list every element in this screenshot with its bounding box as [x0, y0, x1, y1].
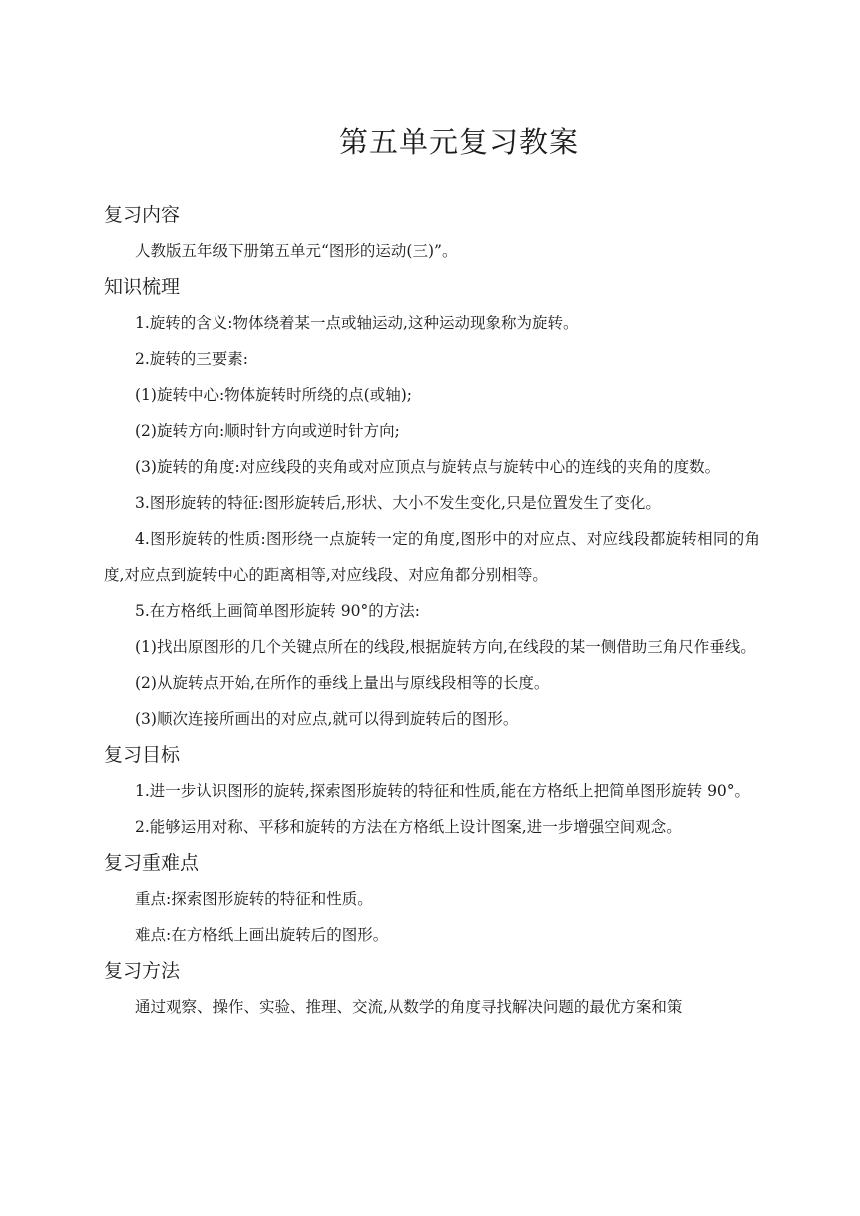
paragraph: 人教版五年级下册第五单元“图形的运动(三)”。 [135, 242, 458, 260]
paragraph: 1.进一步认识图形的旋转,探索图形旋转的特征和性质,能在方格纸上把简单图形旋转 90°。 [135, 782, 751, 800]
paragraph: (3)顺次连接所画出的对应点,就可以得到旋转后的图形。 [135, 710, 519, 728]
paragraph: (1)找出原图形的几个关键点所在的线段,根据旋转方向,在线段的某一侧借助三角尺作垂线。 [135, 638, 756, 656]
paragraph: (1)旋转中心:物体旋转时所绕的点(或轴); [135, 386, 412, 404]
paragraph: (2)旋转方向:顺时针方向或逆时针方向; [135, 422, 400, 440]
document-title: 第五单元复习教案 [338, 125, 579, 159]
paragraph: 通过观察、操作、实验、推理、交流,从数学的角度寻找解决问题的最优方案和策 [135, 998, 683, 1016]
paragraph: 5.在方格纸上画简单图形旋转 90°的方法: [135, 602, 420, 620]
paragraph: (2)从旋转点开始,在所作的垂线上量出与原线段相等的长度。 [135, 674, 550, 692]
paragraph: 2.能够运用对称、平移和旋转的方法在方格纸上设计图案,进一步增强空间观念。 [135, 818, 682, 836]
paragraph: 3.图形旋转的特征:图形旋转后,形状、大小不发生变化,只是位置发生了变化。 [135, 494, 661, 512]
paragraph: 4.图形旋转的性质:图形绕一点旋转一定的角度,图形中的对应点、对应线段都旋转相同的角度,对应点到旋转中心的距离相等,对应线段、对应角都分别相等。 [104, 530, 760, 584]
paragraph: 难点:在方格纸上画出旋转后的图形。 [135, 926, 389, 944]
section-heading-review-goals: 复习目标 [104, 744, 181, 766]
paragraph: 重点:探索图形旋转的特征和性质。 [135, 890, 373, 908]
paragraph: (3)旋转的角度:对应线段的夹角或对应顶点与旋转点与旋转中心的连线的夹角的度数。 [135, 458, 721, 476]
section-heading-review-methods: 复习方法 [104, 960, 181, 982]
paragraph: 2.旋转的三要素: [135, 350, 249, 368]
section-heading-key-difficulties: 复习重难点 [104, 852, 200, 874]
section-heading-review-content: 复习内容 [104, 204, 181, 226]
document-body [104, 197, 760, 1025]
section-heading-knowledge-summary: 知识梳理 [104, 276, 181, 298]
paragraph: 1.旋转的含义:物体绕着某一点或轴运动,这种运动现象称为旋转。 [135, 314, 579, 332]
